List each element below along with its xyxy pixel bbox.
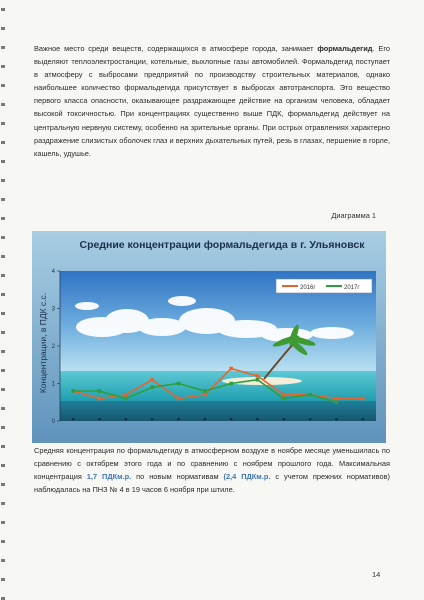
series-2017г-point — [203, 389, 207, 393]
binding-hole — [1, 407, 5, 410]
caption-value-2: (2,4 ПДКм.р. — [223, 472, 271, 482]
binding-hole — [1, 65, 5, 68]
series-2017г-point — [71, 389, 75, 393]
binding-hole — [1, 255, 5, 258]
formaldehyde-paragraph — [34, 42, 390, 160]
series-2016г-point — [203, 393, 207, 397]
binding-hole — [1, 388, 5, 391]
series-2016г-point — [124, 393, 128, 397]
series-2017г-point — [335, 400, 339, 404]
chart-legend — [276, 279, 372, 293]
y-tick-label: 3 — [51, 306, 55, 313]
binding-hole — [1, 540, 5, 543]
binding-hole — [1, 350, 5, 353]
x-tick-mark — [283, 418, 285, 420]
y-tick-label: 1 — [51, 381, 55, 388]
para-text-2: . Его выделяют теплоэлектростанции, котельные, выхлопные газы автомобилей. Формальдегид поступает в атмосферу с выбросами предприятий по производству строительных материалов, однако наибольшее количество формальдегида присутствует в выбросах автотранспорта. Это вещество первого класса опасности, оказывающее раздражающее действие на организм человека, обладает высокой токсичностью. При концентрациях существенно выше ПДК, формальдегид действует на центральную нервную систему, особенно на зрительные органы. При острых отравлениях характерно раздражение слизистых оболочек глаз и верхних дыхательных путей, резь в глазах, першение в горле, кашель, удушье. — [34, 44, 390, 158]
series-2017г-point — [177, 382, 181, 386]
x-tick-mark — [362, 418, 364, 420]
binding-hole — [1, 483, 5, 486]
binding-hole — [1, 312, 5, 315]
series-2017г-point — [124, 397, 128, 401]
series-2016г-point — [335, 397, 339, 401]
plot-floor — [60, 401, 376, 421]
chart-caption — [34, 444, 390, 496]
binding-hole — [1, 521, 5, 524]
x-tick-mark — [177, 418, 179, 420]
series-2016г-point — [150, 378, 154, 382]
binding-hole — [1, 331, 5, 334]
formaldehyde-chart — [32, 231, 386, 443]
binding-hole — [1, 236, 5, 239]
caption-text-3: с учетом прежних нормативов) наблюдалась на ПНЗ № 4 в 19 часов 6 ноября при штиле. — [34, 472, 390, 495]
legend-label-2016: 2016г — [300, 285, 316, 291]
page-number: 14 — [372, 570, 381, 579]
chart-y-axis-label: Концентрации, в ПДК с.с. — [38, 292, 48, 394]
x-tick-mark — [98, 418, 100, 420]
binding-hole — [1, 445, 5, 448]
x-tick-mark — [125, 418, 127, 420]
x-tick-mark — [309, 418, 311, 420]
binding-holes — [0, 0, 6, 600]
binding-hole — [1, 274, 5, 277]
binding-hole — [1, 84, 5, 87]
series-2016г-point — [229, 367, 233, 371]
caption-value-1: 1,7 ПДКм.р. — [86, 472, 132, 482]
series-2016г-point — [177, 397, 181, 401]
binding-hole — [1, 8, 5, 11]
series-2016г-point — [98, 397, 102, 401]
binding-hole — [1, 578, 5, 581]
legend-label-2017: 2017г — [344, 285, 360, 291]
sea-picture — [60, 371, 376, 401]
binding-hole — [1, 103, 5, 106]
binding-hole — [1, 502, 5, 505]
para-bold-term: формальдегид — [317, 44, 373, 53]
series-2017г-point — [256, 378, 260, 382]
x-tick-mark — [256, 418, 258, 420]
series-2016г-point — [282, 393, 286, 397]
caption-text-2: по новым нормативам — [131, 472, 224, 482]
binding-hole — [1, 160, 5, 163]
binding-hole — [1, 217, 5, 220]
y-tick-label: 4 — [51, 269, 55, 275]
series-2017г-point — [98, 389, 102, 393]
x-tick-mark — [335, 418, 337, 420]
caption-text-1: Средняя концентрация по формальдегиду в атмосферном воздухе в ноябре месяце уменьшилась по сравнению с октябрем этого года и по сравнению с ноябрем прошлого года. Максимальная концентрация — [34, 446, 390, 482]
binding-hole — [1, 141, 5, 144]
binding-hole — [1, 179, 5, 182]
y-tick-label: 2 — [51, 344, 55, 350]
series-2017г-point — [308, 393, 312, 397]
binding-hole — [1, 369, 5, 372]
x-tick-mark — [230, 418, 232, 420]
binding-hole — [1, 46, 5, 49]
binding-hole — [1, 559, 5, 562]
chart-title: Средние концентрации формальдегида в г. Ульяновск — [79, 239, 365, 251]
diagram-label: Диаграмма 1 — [331, 211, 376, 220]
series-2017г-point — [282, 397, 286, 401]
binding-hole — [1, 198, 5, 201]
x-tick-mark — [151, 418, 153, 420]
binding-hole — [1, 27, 5, 30]
series-2017г-point — [150, 385, 154, 389]
series-2016г-point — [361, 397, 365, 401]
x-tick-mark — [204, 418, 206, 420]
y-tick-label: 0 — [51, 419, 55, 425]
binding-hole — [1, 293, 5, 296]
binding-hole — [1, 464, 5, 467]
series-2017г-point — [229, 382, 233, 386]
binding-hole — [1, 122, 5, 125]
x-tick-mark — [72, 418, 74, 420]
series-2016г-point — [256, 374, 260, 378]
para-text-1: Важное место среди веществ, содержащихся в атмосфере города, занимает — [34, 44, 318, 53]
binding-hole — [1, 426, 5, 429]
